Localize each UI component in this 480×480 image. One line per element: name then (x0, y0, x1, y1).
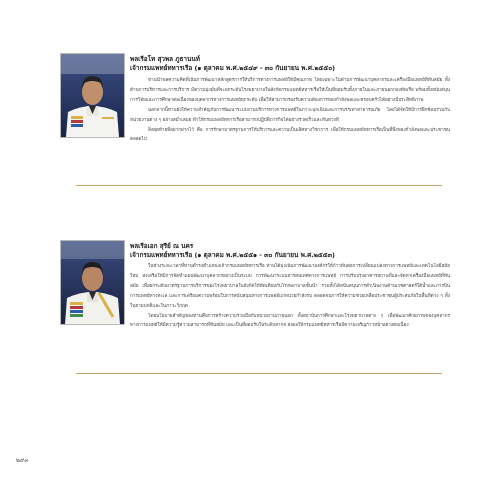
officer-role: เจ้ากรมแพทย์ทหารเรือ (๑ ตุลาคม พ.ศ.๒๕๕๑ - ๓๐ กันยายน พ.ศ.๒๕๕๓) (130, 251, 335, 259)
entry-heading (130, 55, 450, 73)
officer-name: พลเรือเอก สุรีย์ ณ นคร (130, 242, 194, 250)
biography-text (130, 262, 450, 331)
officer-name: พลเรือโท สุวพล ภูธานนท์ (130, 55, 200, 63)
paragraph: ในช่วงระยะเวลาที่ท่านดำรงตำแหน่งเจ้ากรมแพทย์ทหารเรือ ท่านได้มุ่งเน้นการพัฒนาองค์กรให้ก้าวทันต่อการเปลี่ยนแปลงทางการแพทย์และเทคโนโลยีสมัยใหม่ ส่งเสริมให้มีการจัดทำแผนพัฒนาบุคลากรอย่างเป็นระบบ การพัฒนาระบบสารสนเทศทางการแพทย์ การปรับปรุงอาคารสถานที่และจัดหาเครื่องมือแพทย์ที่ทันสมัย เพื่อยกระดับมาตรฐานการบริการของโรงพยาบาลในสังกัดให้ทัดเทียมกับโรงพยาบาลชั้นนำ รวมทั้งได้สนับสนุนการดำเนินงานด้านเวชศาสตร์ใต้น้ำและการบิน การแพทย์ทางทะเล และการเตรียมความพร้อมในการสนับสนุนทางการแพทย์แก่หน่วยกำลังรบ ตลอดจนการให้ความช่วยเหลือประชาชนผู้ประสบภัยในพื้นที่ต่าง ๆ ทั้งในยามปกติและในภาวะวิกฤต (130, 264, 450, 309)
divider-line (76, 185, 442, 186)
portrait-illustration (61, 241, 124, 324)
divider-line (76, 373, 442, 374)
officer-role: เจ้ากรมแพทย์ทหารเรือ (๑ ตุลาคม พ.ศ.๒๕๔๙ - ๓๐ กันยายน พ.ศ.๒๕๕๐) (130, 64, 336, 72)
portrait-photo (60, 53, 125, 138)
portrait-illustration (61, 54, 124, 137)
paragraph: สิ่งสุดท้ายที่อยากฝากไว้ คือ การรักษามาตรฐานการให้บริการและความเป็นเลิศทางวิชาการ เพื่อให้กรมแพทย์ทหารเรือเป็นที่พึ่งของกำลังพลและประชาชนตลอดไป (130, 127, 450, 143)
paragraph: นอกจากนี้ท่านยังให้ความสำคัญกับการพัฒนาระบบงานบริการทางการแพทย์ในภาวะฉุกเฉินและการบรรเทาสาธารณภัย โดยได้จัดให้มีการฝึกซ้อมร่วมกับหน่วยงานต่าง ๆ อย่างสม่ำเสมอ ทำให้กรมแพทย์ทหารเรือสามารถปฏิบัติภารกิจได้อย่างรวดเร็วและทันท่วงที (130, 107, 450, 123)
paragraph: โดยนโยบายสำคัญของท่านคือการสร้างความร่วมมือกับหน่วยงานภายนอก ทั้งสถาบันการศึกษาและโรงพยาบาลต่าง ๆ เพื่อพัฒนาศักยภาพของบุคลากรทางการแพทย์ให้มีความรู้ความสามารถที่ทันสมัย และเป็นที่ยอมรับในระดับสากล ส่งผลให้กรมแพทย์ทหารเรือมีความเจริญก้าวหน้าอย่างต่อเนื่อง (130, 313, 450, 329)
entry-heading (130, 242, 450, 260)
biography-text (130, 76, 450, 145)
paragraph: ท่านนำพลความคิดที่เน้นการพัฒนาหลักสูตรการให้บริการทางการแพทย์ให้มีคุณภาพ โดยเฉพาะในด้านการพัฒนาบุคลากรและเครื่องมือแพทย์ที่ทันสมัย ทั้งด้านการบริหารและการบริการ มีความมุ่งมั่นที่จะยกระดับโรงพยาบาลในสังกัดกรมแพทย์ทหารเรือให้เป็นที่ยอมรับทั้งภายในและภายนอกกองทัพเรือ พร้อมทั้งสนับสนุนการวิจัยและการศึกษาต่อเนื่องของบุคลากรทางการแพทย์ทุกระดับ เพื่อให้สามารถรองรับความต้องการของกำลังพลและครอบครัวได้อย่างมีประสิทธิภาพ (130, 78, 450, 103)
page-number: ๒๙๓ (16, 457, 29, 464)
portrait-photo (60, 240, 125, 325)
